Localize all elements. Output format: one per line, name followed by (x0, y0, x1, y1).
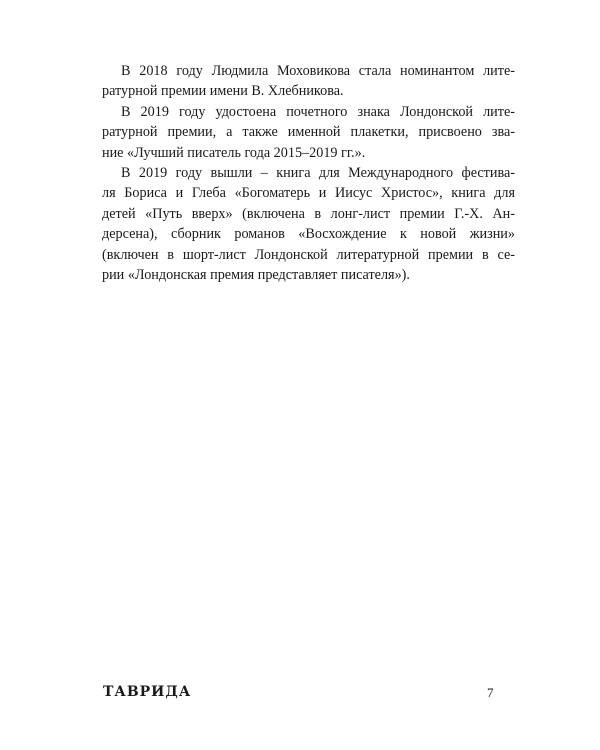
text-line: ля Бориса и Глеба «Богоматерь и Иисус Христос», книга для (102, 185, 515, 202)
text-line: рии «Лондонская премия представляет писателя»). (102, 267, 410, 284)
text-line: В 2019 году удостоена почетного знака Лондонской лите- (121, 103, 515, 120)
text-line: В 2019 году вышли – книга для Международного фестива- (121, 165, 515, 182)
page-number: 7 (487, 685, 494, 700)
text-line: ние «Лучший писатель года 2015–2019 гг.». (102, 144, 366, 161)
text-line: (включен в шорт-лист Лондонской литературной премии в се- (102, 246, 515, 263)
body-text (102, 61, 515, 285)
text-line: дерсена), сборник романов «Восхождение к новой жизни» (102, 226, 515, 243)
paragraph-2018-nomination (102, 61, 515, 102)
text-line: детей «Путь вверх» (включена в лонг-лист премии Г.-Х. Ан- (102, 205, 515, 222)
paragraph-2019-books (102, 163, 515, 285)
publisher-logo: ТАВРИДА (103, 684, 192, 700)
paragraph-2019-award (102, 102, 515, 163)
text-line: ратурной премии, а также именной плакетки, присвоено зва- (102, 124, 515, 141)
text-line: ратурной премии имени В. Хлебникова. (102, 83, 344, 100)
text-line: В 2018 году Людмила Моховикова стала номинантом лите- (121, 63, 515, 79)
